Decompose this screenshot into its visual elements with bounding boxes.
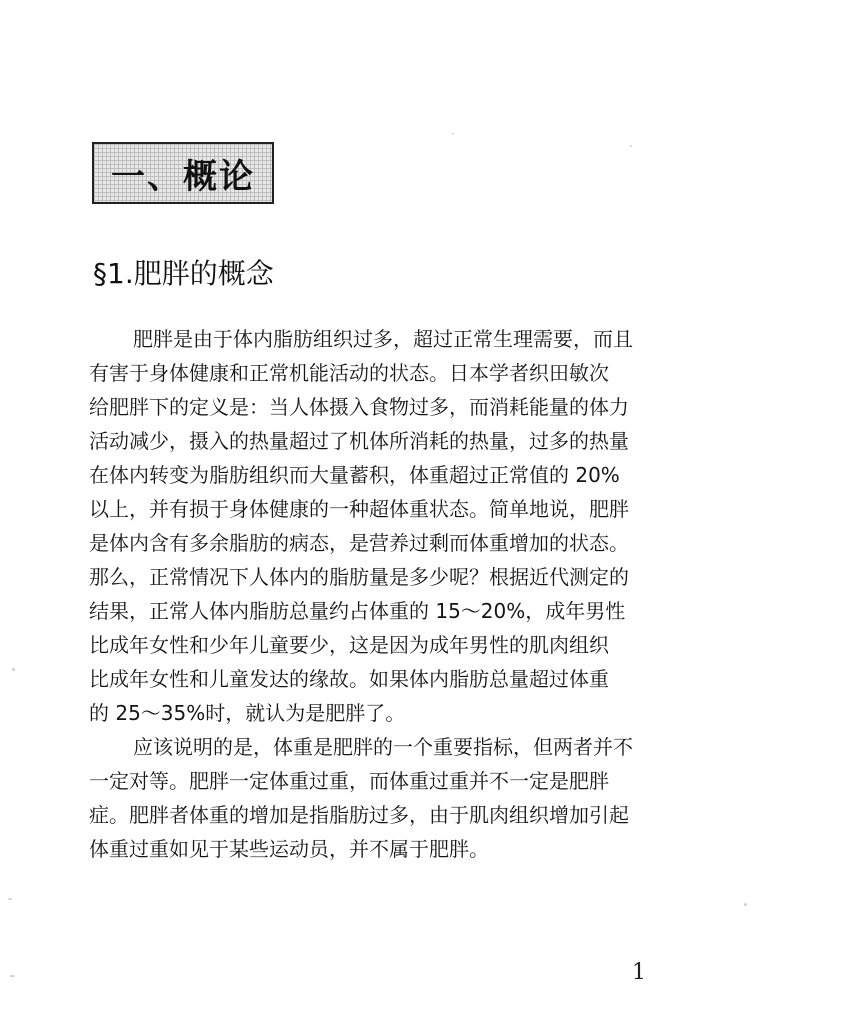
paragraph-2-line: 体重过重如见于某些运动员，并不属于肥胖。 <box>89 837 489 861</box>
section-heading: §1.肥胖的概念 <box>93 257 274 290</box>
page-number: 1 <box>632 960 646 985</box>
paragraph-1-line: 给肥胖下的定义是：当人体摄入食物过多，而消耗能量的体力 <box>89 395 629 419</box>
scan-speck <box>8 898 12 900</box>
paragraph-1-line: 肥胖是由于体内脂肪组织过多，超过正常生理需要，而且 <box>133 327 633 351</box>
paragraph-1-line: 活动减少，摄入的热量超过了机体所消耗的热量，过多的热量 <box>89 429 629 453</box>
paragraph-1-line: 比成年女性和儿童发达的缘故。如果体内脂肪总量超过体重 <box>89 667 609 691</box>
body-text <box>89 322 674 866</box>
scan-speck <box>744 903 747 906</box>
paragraph-1-line: 结果，正常人体内脂肪总量约占体重的 15～20%，成年男性 <box>89 599 626 623</box>
scan-speck <box>12 668 15 671</box>
chapter-heading: 一、概论 <box>111 156 255 197</box>
paragraph-1-line: 以上，并有损于身体健康的一种超体重状态。简单地说，肥胖 <box>89 497 629 521</box>
paragraph-1-line: 那么，正常情况下人体内的脂肪量是多少呢？根据近代测定的 <box>89 565 629 589</box>
paragraph-2-line: 症。肥胖者体重的增加是指脂肪过多，由于肌肉组织增加引起 <box>89 803 629 827</box>
paragraph-2-line: 应该说明的是，体重是肥胖的一个重要指标，但两者并不 <box>133 735 633 759</box>
paragraph-1-line: 有害于身体健康和正常机能活动的状态。日本学者织田敏次 <box>89 361 609 385</box>
paragraph-1-line: 比成年女性和少年儿童要少，这是因为成年男性的肌肉组织 <box>89 633 609 657</box>
paragraph-1-line: 的 25～35%时，就认为是肥胖了。 <box>89 701 406 725</box>
paragraph-2-line: 一定对等。肥胖一定体重过重，而体重过重并不一定是肥胖 <box>89 769 609 793</box>
scan-speck <box>452 133 454 135</box>
paragraph-1-line: 是体内含有多余脂肪的病态，是营养过剩而体重增加的状态。 <box>89 531 629 555</box>
paragraph-1-line: 在体内转变为脂肪组织而大量蓄积，体重超过正常值的 20% <box>89 463 620 487</box>
chapter-heading-box <box>92 142 274 204</box>
scan-speck <box>10 975 15 977</box>
scan-speck <box>630 145 632 147</box>
